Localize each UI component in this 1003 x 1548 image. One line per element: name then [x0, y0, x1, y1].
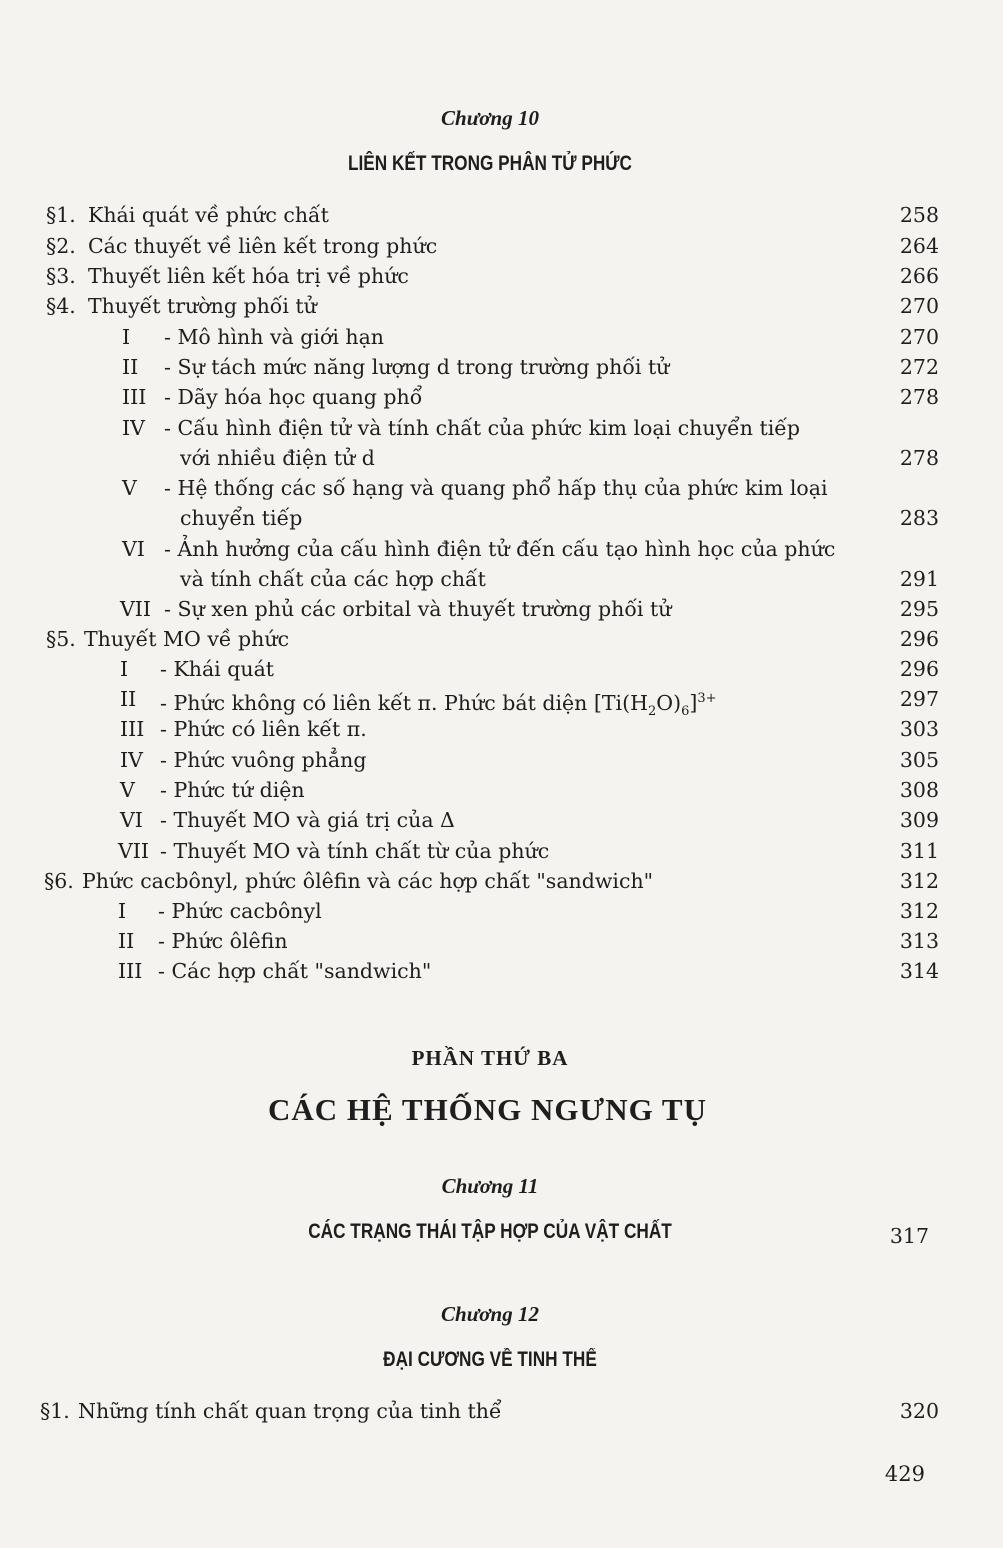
section-number: §3. [46, 264, 76, 288]
toc-entry[interactable] [0, 836, 1003, 866]
page-number: 258 [899, 203, 939, 227]
subsection-number: V [122, 476, 137, 500]
formula-text: - Phức không có liên kết π. Phức bát diện [Ti(H [160, 690, 648, 715]
page-number: 303 [899, 717, 939, 741]
toc-entry[interactable] [0, 473, 1003, 503]
page-number: 264 [899, 234, 939, 258]
subsection-number: IV [122, 416, 145, 440]
page-number: 320 [899, 1399, 939, 1423]
toc-entry[interactable] [0, 413, 1003, 443]
subsection-title: - Phức có liên kết π. [160, 717, 367, 741]
subsection-number: III [122, 385, 147, 409]
page-number: 296 [899, 627, 939, 651]
page-number: 314 [899, 959, 939, 983]
subsection-title: - Sự tách mức năng lượng d trong trường phối tử [164, 355, 670, 379]
subsection-number: I [118, 899, 127, 923]
formula-text: ] [689, 690, 698, 715]
subsection-number: IV [120, 748, 143, 772]
subsection-title-continued: chuyển tiếp [180, 506, 303, 530]
page-number: 312 [899, 899, 939, 923]
formula-superscript: 3+ [697, 691, 717, 706]
toc-entry[interactable] [0, 534, 1003, 564]
formula-text: O) [656, 690, 682, 715]
section-number: §5. [46, 627, 76, 651]
subsection-title: - Phức ôlêfin [158, 929, 288, 953]
chapter-10-title: LIÊN KẾT TRONG PHÂN TỬ PHỨC [347, 152, 633, 175]
subsection-number: VII [118, 839, 150, 863]
toc-entry[interactable] [0, 231, 1003, 261]
subsection-title: - Khái quát [160, 657, 275, 681]
part-title: CÁC HỆ THỐNG NGƯNG TỤ [268, 1092, 707, 1127]
toc-entry[interactable] [0, 200, 1003, 230]
section-title: Thuyết trường phối tử [88, 294, 317, 318]
formula-subscript: 2 [647, 703, 657, 719]
subsection-number: II [118, 929, 135, 953]
section-title: Khái quát về phức chất [88, 203, 329, 227]
page-number: 272 [899, 355, 939, 379]
toc-entry[interactable] [0, 624, 1003, 654]
toc-entry[interactable] [0, 352, 1003, 382]
toc-entry-continuation [0, 503, 1003, 533]
toc-entry[interactable] [0, 714, 1003, 744]
toc-entry[interactable] [0, 382, 1003, 412]
page-number: 266 [899, 264, 939, 288]
subsection-title: - Ảnh hưởng của cấu hình điện tử đến cấu tạo hình học của phức [164, 537, 836, 561]
page-number: 278 [899, 446, 939, 470]
section-number: §1. [46, 203, 76, 227]
toc-entry[interactable] [0, 926, 1003, 956]
section-title: Thuyết MO về phức [84, 627, 290, 651]
footer-page-number: 429 [884, 1462, 925, 1486]
page-number: 308 [899, 778, 939, 802]
subsection-title: - Dãy hóa học quang phổ [164, 385, 423, 409]
section-title: Phức cacbônyl, phức ôlêfin và các hợp chất "sandwich" [82, 869, 654, 893]
toc-entry[interactable] [0, 594, 1003, 624]
page-number: 311 [899, 839, 939, 863]
section-number: §4. [46, 294, 76, 318]
subsection-title: - Thuyết MO và giá trị của Δ [160, 808, 455, 832]
section-title: Những tính chất quan trọng của tinh thể [78, 1399, 502, 1423]
part-label: PHẦN THỨ BA [411, 1046, 569, 1070]
section-title: Các thuyết về liên kết trong phức [88, 234, 438, 258]
subsection-number: II [122, 355, 139, 379]
chapter-12-title: ĐẠI CƯƠNG VỀ TINH THỂ [383, 1348, 597, 1371]
page-number: 297 [899, 687, 939, 711]
subsection-title: - Phức tứ diện [160, 778, 305, 802]
page-number: 312 [899, 869, 939, 893]
toc-entry[interactable] [0, 291, 1003, 321]
subsection-title: - Cấu hình điện tử và tính chất của phức kim loại chuyển tiếp [164, 416, 801, 440]
toc-entry[interactable] [0, 261, 1003, 291]
subsection-number: III [120, 717, 145, 741]
page-number: 313 [899, 929, 939, 953]
subsection-title: - Các hợp chất "sandwich" [158, 959, 432, 983]
page-number: 305 [899, 748, 939, 772]
subsection-title: - Mô hình và giới hạn [164, 325, 385, 349]
subsection-number: I [120, 657, 129, 681]
subsection-title: - Sự xen phủ các orbital và thuyết trường phối tử [164, 597, 672, 621]
subsection-number: I [122, 325, 131, 349]
toc-entry[interactable] [0, 654, 1003, 684]
toc-entry-continuation [0, 564, 1003, 594]
subsection-title: - Thuyết MO và tính chất từ của phức [160, 839, 550, 863]
toc-entry[interactable] [0, 775, 1003, 805]
toc-entry[interactable] [0, 896, 1003, 926]
subsection-number: III [118, 959, 143, 983]
toc-entry[interactable] [0, 956, 1003, 986]
page-number: 270 [899, 294, 939, 318]
page-number: 291 [899, 567, 939, 591]
chapter-12-label: Chương 12 [441, 1302, 539, 1326]
subsection-number: VII [120, 597, 152, 621]
chapter-11-title: CÁC TRẠNG THÁI TẬP HỢP CỦA VẬT CHẤT [308, 1220, 672, 1243]
toc-entry-continuation [0, 443, 1003, 473]
subsection-title-continued: với nhiều điện tử d [180, 446, 375, 470]
subsection-title: - Phức cacbônyl [158, 899, 322, 923]
section-number: §1. [40, 1399, 70, 1423]
page-number: 309 [899, 808, 939, 832]
toc-entry[interactable] [0, 745, 1003, 775]
subsection-number: V [120, 778, 135, 802]
page-number: 296 [899, 657, 939, 681]
subsection-title-continued: và tính chất của các hợp chất [180, 567, 486, 591]
subsection-number: II [120, 687, 137, 711]
subsection-number: VI [120, 808, 143, 832]
section-title: Thuyết liên kết hóa trị về phức [88, 264, 409, 288]
page-number: 283 [899, 506, 939, 530]
page-number: 270 [899, 325, 939, 349]
toc-entry[interactable] [0, 322, 1003, 352]
toc-entry[interactable] [0, 805, 1003, 835]
toc-entry[interactable] [0, 684, 1003, 719]
toc-entry[interactable] [0, 866, 1003, 896]
subsection-title: - Hệ thống các số hạng và quang phổ hấp thụ của phức kim loại [164, 476, 828, 500]
chapter-10-label: Chương 10 [441, 106, 539, 130]
section-number: §2. [46, 234, 76, 258]
chapter-11-page-number: 317 [889, 1224, 929, 1248]
subsection-number: VI [122, 537, 145, 561]
toc-entry[interactable] [0, 1396, 1003, 1426]
chapter-11-label: Chương 11 [441, 1174, 539, 1198]
page-number: 295 [899, 597, 939, 621]
subsection-title: - Phức vuông phẳng [160, 748, 367, 772]
formula-subscript: 6 [681, 703, 690, 719]
section-number: §6. [44, 869, 74, 893]
page-number: 278 [899, 385, 939, 409]
